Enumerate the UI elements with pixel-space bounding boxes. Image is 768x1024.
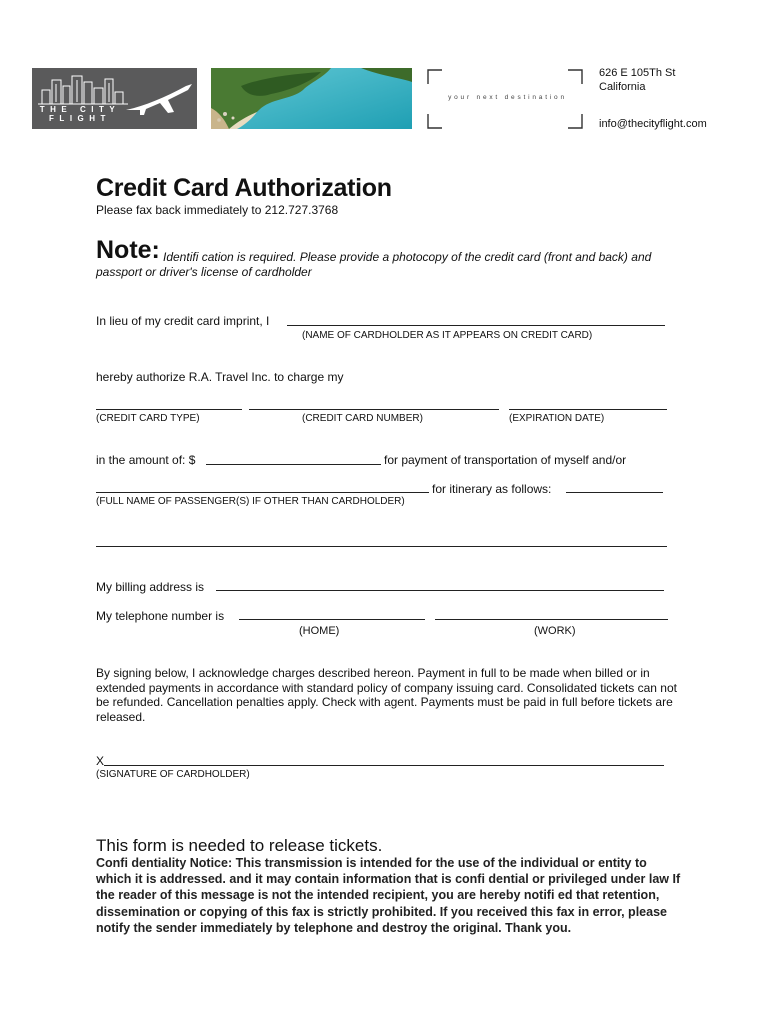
acknowledgement-text: By signing below, I acknowledge charges described hereon. Payment in full to be made when billed or in extended payments in accordance with standard policy of company issuing card. Consolidated tickets can not be refunded. Cancellation penalties apply. Check with agent. Payments must be paid in full before tickets are released. bbox=[96, 666, 677, 724]
company-email[interactable]: info@thecityflight.com bbox=[599, 118, 707, 130]
card-number-field[interactable] bbox=[249, 409, 499, 410]
confidentiality-notice: Confi dentiality Notice: This transmission is intended for the use of the individual or entity to which it is addressed. and it may contain information that is confi dential or privileged under law If the reader of this message is not the intended recipient, you are hereby notifi ed that retention, dissemination or copying of this fax is strictly prohibited. If you received this fax in error, please notify the sender immediately by telephone and destroy the original. Thank you. bbox=[96, 856, 681, 935]
authorize-text: hereby authorize R.A. Travel Inc. to charge my bbox=[96, 370, 344, 384]
release-notice: This form is needed to release tickets. bbox=[96, 836, 383, 855]
work-caption: (WORK) bbox=[534, 625, 576, 637]
card-type-caption: (CREDIT CARD TYPE) bbox=[96, 413, 200, 424]
page-title: Credit Card Authorization bbox=[96, 174, 392, 202]
expiration-caption: (EXPIRATION DATE) bbox=[509, 413, 605, 424]
fax-instructions: Please fax back immediately to 212.727.3768 bbox=[96, 203, 339, 217]
company-address bbox=[599, 66, 675, 94]
note-label: Note: bbox=[96, 236, 160, 264]
company-logo bbox=[32, 68, 197, 129]
itinerary-field[interactable] bbox=[566, 492, 663, 493]
logo-text: THE CITY FLIGHT bbox=[39, 105, 121, 123]
telephone-label: My telephone number is bbox=[96, 609, 225, 623]
note-text: Identifi cation is required. Please provide a photocopy of the credit card (front and back) and passport or driver's license of cardholder bbox=[96, 250, 652, 279]
passenger-caption: (FULL NAME OF PASSENGER(S) IF OTHER THAN CARDHOLDER) bbox=[96, 496, 405, 507]
cardholder-caption: (NAME OF CARDHOLDER AS IT APPEARS ON CREDIT CARD) bbox=[302, 330, 593, 341]
passenger-name-field[interactable] bbox=[96, 492, 429, 493]
tagline: your next destination bbox=[448, 94, 567, 101]
billing-label: My billing address is bbox=[96, 580, 205, 594]
amount-label: in the amount of: $ bbox=[96, 453, 196, 467]
itinerary-label: for itinerary as follows: bbox=[432, 482, 552, 496]
address-line-1: 626 E 105Th St bbox=[599, 67, 676, 79]
card-number-caption: (CREDIT CARD NUMBER) bbox=[302, 413, 423, 424]
imprint-label: In lieu of my credit card imprint, I bbox=[96, 314, 270, 328]
signature-field[interactable] bbox=[104, 765, 664, 766]
cardholder-name-field[interactable] bbox=[287, 325, 665, 326]
billing-address-field[interactable] bbox=[216, 590, 664, 591]
signature-caption: (SIGNATURE OF CARDHOLDER) bbox=[96, 769, 250, 780]
address-line-2: California bbox=[599, 81, 646, 93]
airplane-icon bbox=[124, 80, 194, 120]
signature-x: X bbox=[96, 754, 105, 768]
work-phone-field[interactable] bbox=[435, 619, 668, 620]
island-photo bbox=[211, 68, 412, 129]
itinerary-continued-field[interactable] bbox=[96, 546, 667, 547]
home-caption: (HOME) bbox=[299, 625, 340, 637]
expiration-date-field[interactable] bbox=[509, 409, 667, 410]
card-type-field[interactable] bbox=[96, 409, 242, 410]
amount-field[interactable] bbox=[206, 464, 381, 465]
home-phone-field[interactable] bbox=[239, 619, 425, 620]
payment-text: for payment of transportation of myself and/or bbox=[384, 453, 627, 467]
